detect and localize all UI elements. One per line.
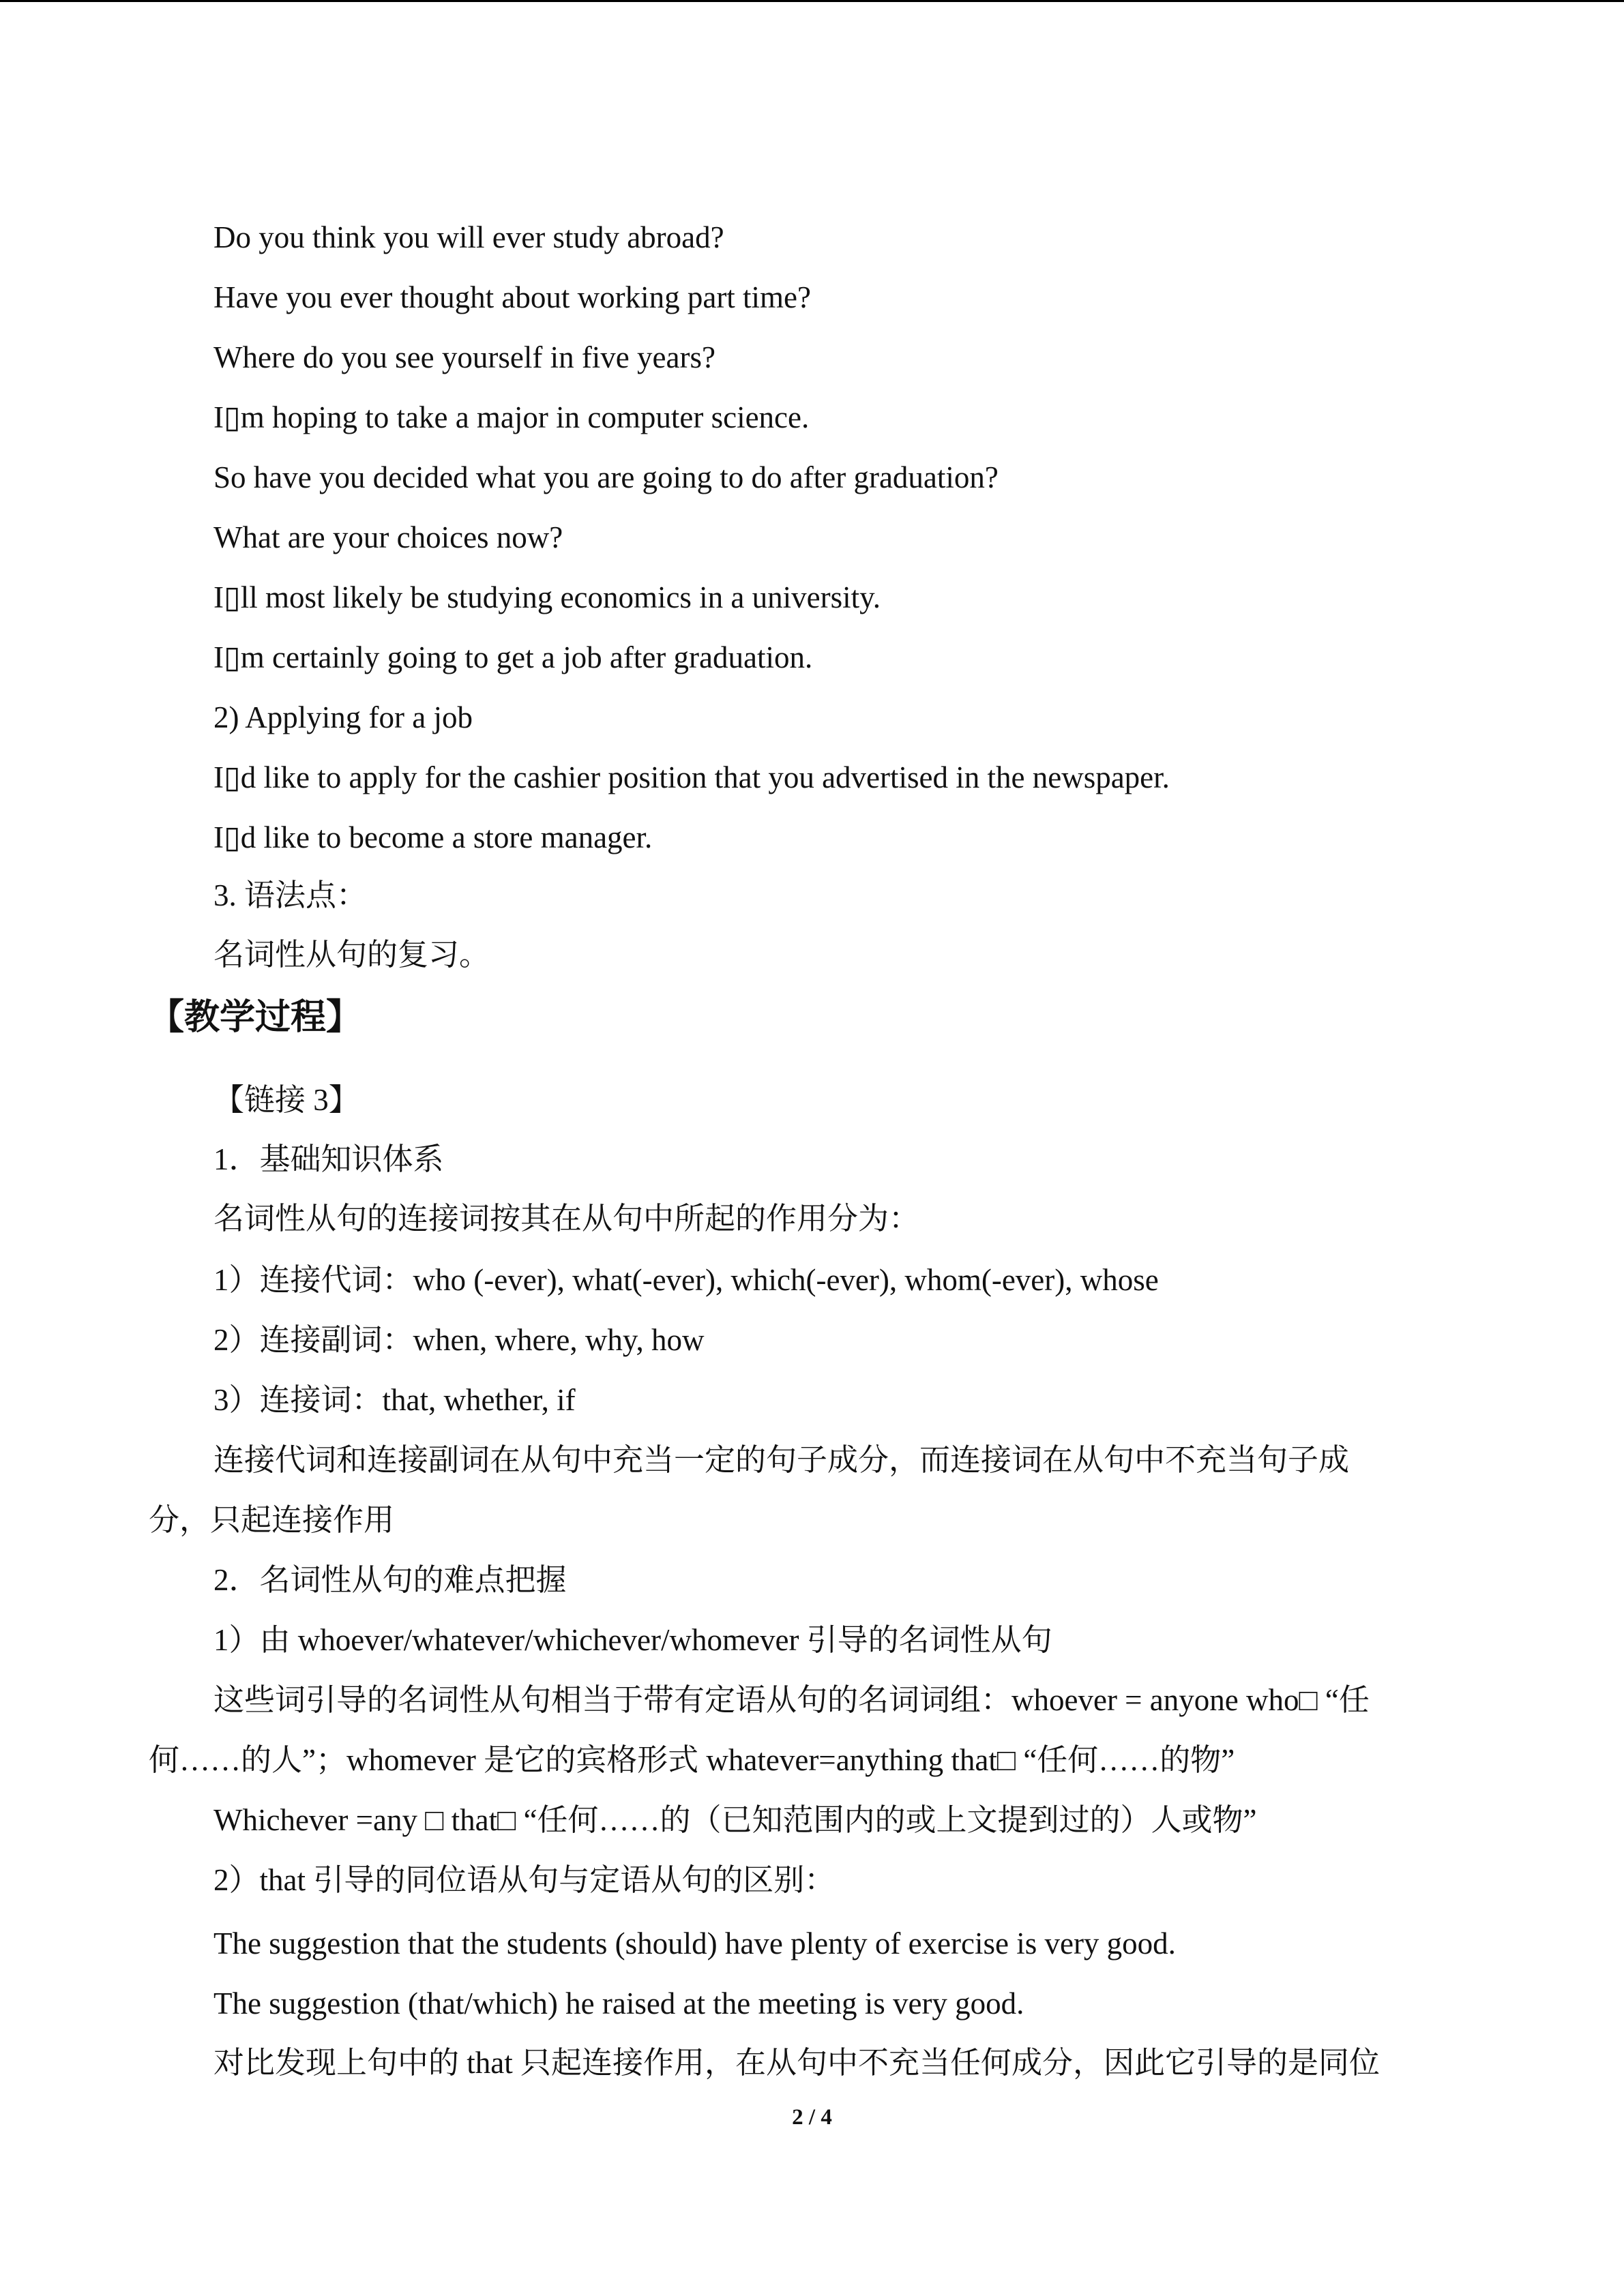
- text-line: Do you think you will ever study abroad?: [213, 220, 724, 254]
- section-heading: 【教学过程】: [149, 997, 362, 1038]
- text-line: 2）连接副词：when, where, why, how: [213, 1323, 705, 1357]
- text-line: The suggestion (that/which) he raised at the meeting is very good.: [213, 1986, 1024, 2021]
- text-line: 1）由 whoever/whatever/whichever/whomever 引导的名词性从句: [213, 1623, 1052, 1657]
- text-line: 何……的人”；whomever 是它的宾格形式 whatever=anything that□ “任何……的物”: [149, 1743, 1235, 1777]
- text-line: What are your choices now?: [213, 520, 563, 554]
- text-line: 3. 语法点：: [213, 878, 368, 912]
- text-line: I▯d like to apply for the cashier position that you advertised in the newspaper.: [213, 760, 1170, 794]
- text-line: 3）连接词：that, whether, if: [213, 1383, 576, 1417]
- text-line: 2) Applying for a job: [213, 700, 473, 734]
- text-line: Have you ever thought about working part time?: [213, 280, 812, 314]
- text-line: The suggestion that the students (should) have plenty of exercise is very good.: [213, 1926, 1176, 1960]
- text-line: I▯m hoping to take a major in computer science.: [213, 400, 810, 434]
- text-line: 连接代词和连接副词在从句中充当一定的句子成分，而连接词在从句中不充当句子成: [213, 1443, 1350, 1477]
- text-line: 对比发现上句中的 that 只起连接作用，在从句中不充当任何成分，因此它引导的是同位: [213, 2046, 1380, 2080]
- text-line: I▯m certainly going to get a job after graduation.: [213, 640, 813, 674]
- text-line: 这些词引导的名词性从句相当于带有定语从句的名词词组：whoever = anyone who□ “任: [213, 1683, 1370, 1717]
- text-line: Whichever =any □ that□ “任何……的（已知范围内的或上文提到过的）人或物”: [213, 1803, 1257, 1837]
- text-line: 名词性从句的复习。: [213, 938, 490, 972]
- text-line: 1）连接代词：who (-ever), what(-ever), which(-ever), whom(-ever), whose: [213, 1263, 1159, 1297]
- text-line: I▯d like to become a store manager.: [213, 820, 653, 854]
- page-number: 2 / 4: [792, 2105, 832, 2130]
- text-line: Where do you see yourself in five years?: [213, 340, 715, 374]
- text-line: 【链接 3】: [213, 1083, 359, 1117]
- text-line: 名词性从句的连接词按其在从句中所起的作用分为：: [213, 1202, 920, 1236]
- text-line: I▯ll most likely be studying economics in a university.: [213, 580, 881, 614]
- text-line: 分，只起连接作用: [149, 1503, 395, 1537]
- text-line: 2．名词性从句的难点把握: [213, 1563, 567, 1597]
- text-line: So have you decided what you are going to do after graduation?: [213, 460, 999, 494]
- text-line: 1．基础知识体系: [213, 1142, 444, 1176]
- text-line: 2）that 引导的同位语从句与定语从句的区别：: [213, 1863, 836, 1897]
